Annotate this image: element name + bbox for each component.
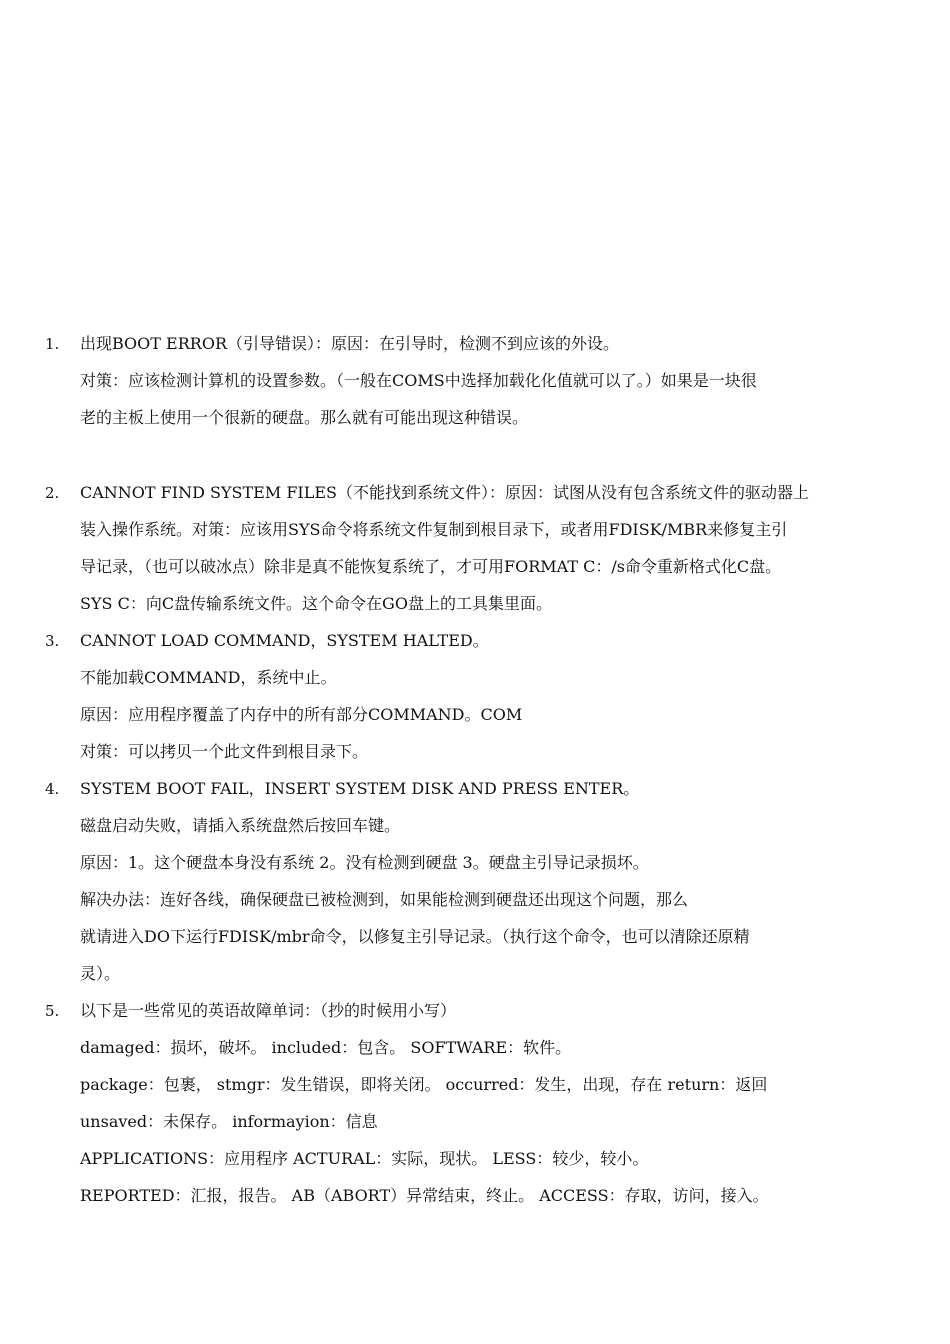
item-4-line-6: 灵）。 xyxy=(80,964,121,983)
item-3-line-3: 原因：应用程序覆盖了内存中的所有部分COMMAND。COM xyxy=(80,705,523,724)
item-5-line-2: damaged：损坏，破坏。 included：包含。 SOFTWARE：软件。 xyxy=(80,1038,572,1057)
item-number-4: 4. xyxy=(45,780,60,798)
item-4-line-1: SYSTEM BOOT FAIL，INSERT SYSTEM DISK AND PRESS ENTER。 xyxy=(80,779,640,798)
item-3-line-1: CANNOT LOAD COMMAND，SYSTEM HALTED。 xyxy=(80,631,489,650)
item-3-line-4: 对策：可以拷贝一个此文件到根目录下。 xyxy=(80,742,369,761)
item-5-line-1: 以下是一些常见的英语故障单词：（抄的时候用小写） xyxy=(80,1001,457,1020)
item-3-line-2: 不能加载COMMAND，系统中止。 xyxy=(80,668,337,687)
item-5-line-6: REPORTED：汇报，报告。 AB（ABORT）异常结束，终止。 ACCESS：存取，访问，接入。 xyxy=(80,1186,769,1205)
item-5-line-5: APPLICATIONS：应用程序 ACTURAL：实际，现状。 LESS：较少，较小。 xyxy=(80,1149,649,1168)
item-number-1: 1. xyxy=(45,335,60,353)
item-4-line-3: 原因：1。这个硬盘本身没有系统 2。没有检测到硬盘 3。硬盘主引导记录损坏。 xyxy=(80,853,649,872)
item-4-line-2: 磁盘启动失败，请插入系统盘然后按回车键。 xyxy=(80,816,401,835)
item-4-line-5: 就请进入DO下运行FDISK/mbr命令，以修复主引导记录。（执行这个命令，也可以清除还原精 xyxy=(80,927,750,946)
item-4-line-4: 解决办法：连好各线，确保硬盘已被检测到，如果能检测到硬盘还出现这个问题，那么 xyxy=(80,890,689,909)
item-2-line-2: 装入操作系统。对策：应该用SYS命令将系统文件复制到根目录下，或者用FDISK/MBR来修复主引 xyxy=(80,520,788,539)
item-2-line-4: SYS C：向C盘传输系统文件。这个命令在GO盘上的工具集里面。 xyxy=(80,594,552,613)
item-5-line-4: unsaved：未保存。 informayion：信息 xyxy=(80,1112,378,1131)
item-1-line-2: 对策：应该检测计算机的设置参数。（一般在COMS中选择加载化化值就可以了。）如果是一块很 xyxy=(80,371,757,390)
item-number-3: 3. xyxy=(45,632,60,650)
item-2-line-3: 导记录，（也可以破冰点）除非是真不能恢复系统了，才可用FORMAT C：/s命令重新格式化C盘。 xyxy=(80,557,782,576)
item-1-line-3: 老的主板上使用一个很新的硬盘。那么就有可能出现这种错误。 xyxy=(80,408,529,427)
item-1-line-1: 出现BOOT ERROR（引导错误）：原因：在引导时，检测不到应该的外设。 xyxy=(80,334,619,353)
item-number-5: 5. xyxy=(45,1002,60,1020)
item-5-line-3: package：包裹， stmgr：发生错误，即将关闭。 occurred：发生，出现，存在 return：返回 xyxy=(80,1075,768,1094)
item-number-2: 2. xyxy=(45,484,60,502)
item-2-line-1: CANNOT FIND SYSTEM FILES（不能找到系统文件）：原因：试图从没有包含系统文件的驱动器上 xyxy=(80,483,810,502)
